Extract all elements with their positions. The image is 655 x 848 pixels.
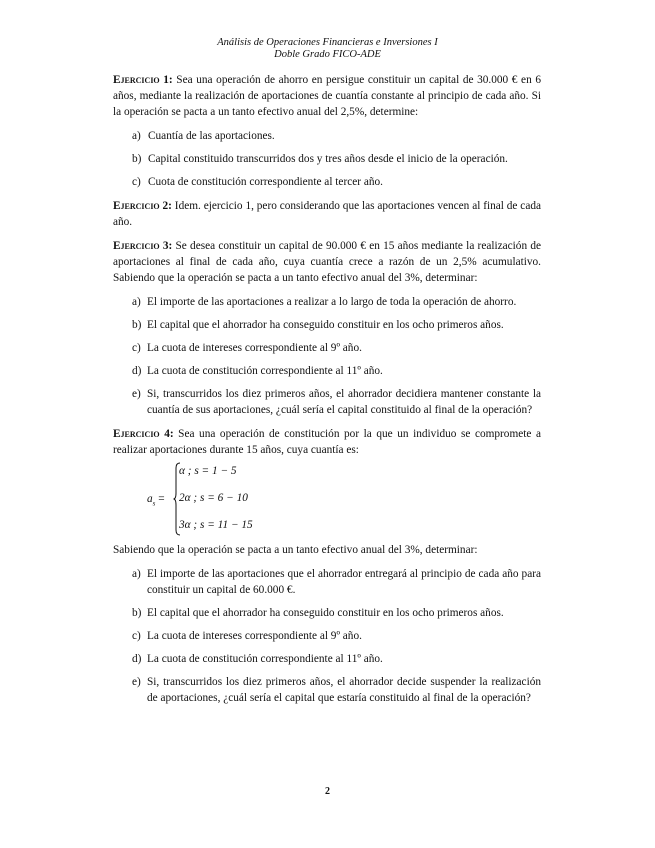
exercise-4-statement [113,426,541,458]
list-item [113,605,541,621]
item-label: e) [132,676,141,688]
exercise-1-label: Ejercicio 1: [113,74,173,86]
list-item [113,363,541,379]
exercise-2-label: Ejercicio 2: [113,200,172,212]
item-label: b) [132,607,142,619]
item-label: c) [132,342,141,354]
exercise-3-items [113,294,541,418]
item-text: Si, transcurridos los diez primeros años, el ahorrador decidiera mantener constante la cuantía de sus aportaciones, ¿cuál sería el capital constituido al final de la operación? [147,388,541,416]
item-label: e) [132,388,141,400]
exercise-4-text: Sea una operación de constitución por la que un individuo se compromete a realizar aportaciones durante 15 años, cuya cuantía es: [113,428,541,456]
list-item [113,294,541,310]
exercise-1-statement [113,72,541,120]
contribution-formula [113,462,541,536]
item-label: d) [132,653,142,665]
item-text: Capital constituido transcurridos dos y tres años desde el inicio de la operación. [148,153,508,165]
list-item [113,651,541,667]
page-number: 2 [325,786,330,797]
item-text: La cuota de constitución correspondiente al 11º año. [147,653,383,665]
item-text: El capital que el ahorrador ha conseguido constituir en los ocho primeros años. [147,607,504,619]
exercise-1-text: Sea una operación de ahorro en persigue constituir un capital de 30.000 € en 6 años, mediante la realización de aportaciones de cuantía constante al principio de cada año. Si la operación se pacta a un tanto efectivo anual del 2,5%, determine: [113,74,541,118]
formula-lhs: $a_s$ = [147,493,165,508]
page-content [113,72,541,714]
page-header [0,37,655,61]
exercise-3-statement [113,238,541,286]
formula-case-3: 3α ; s = 11 − 15 [179,519,253,531]
item-text: El capital que el ahorrador ha conseguido constituir en los ocho primeros años. [147,319,504,331]
list-item [113,628,541,644]
list-item [113,386,541,418]
exercise-4-label: Ejercicio 4: [113,428,174,440]
item-text: Cuantía de las aportaciones. [148,130,275,142]
item-label: d) [132,365,142,377]
item-label: c) [132,630,141,642]
list-item [113,340,541,356]
header-course-title: Análisis de Operaciones Financieras e Inversiones I [217,37,438,48]
item-text: La cuota de constitución correspondiente al 11º año. [147,365,383,377]
exercise-2-statement [113,198,541,230]
exercise-4-items [113,566,541,706]
list-item [113,151,541,167]
list-item [113,674,541,706]
formula-case-1: α ; s = 1 − 5 [179,465,237,477]
list-item [113,128,541,144]
header-degree: Doble Grado FICO-ADE [274,49,381,60]
item-label: b) [132,153,142,165]
item-text: Cuota de constitución correspondiente al tercer año. [148,176,383,188]
item-label: a) [132,130,141,142]
list-item [113,174,541,190]
exercise-3-text: Se desea constituir un capital de 90.000 € en 15 años mediante la realización de aportaciones al final de cada año, cuya cuantía crece a razón de un 2,5% acumulativo. Sabiendo que la operación se pacta a un tanto efectivo anual del 3%, determinar: [113,240,541,284]
exercise-3-label: Ejercicio 3: [113,240,173,252]
item-label: b) [132,319,142,331]
exercise-4-conditions: Sabiendo que la operación se pacta a un tanto efectivo anual del 3%, determinar: [113,544,478,556]
exercise-1-items [113,128,541,190]
item-label: a) [132,568,141,580]
item-text: El importe de las aportaciones a realizar a lo largo de toda la operación de ahorro. [147,296,517,308]
item-label: c) [132,176,141,188]
exercise-2-text: Idem. ejercicio 1, pero considerando que las aportaciones vencen al final de cada año. [113,200,541,228]
item-text: Si, transcurridos los diez primeros años, el ahorrador decide suspender la realización de aportaciones, ¿cuál sería el capital que estaría constituido al final de la operación? [147,676,541,704]
list-item [113,566,541,598]
list-item [113,317,541,333]
item-text: La cuota de intereses correspondiente al 9º año. [147,630,362,642]
item-text: La cuota de intereses correspondiente al 9º año. [147,342,362,354]
item-text: El importe de las aportaciones que el ahorrador entregará al principio de cada año para constituir un capital de 60.000 €. [147,568,541,596]
formula-case-2: 2α ; s = 6 − 10 [179,492,248,504]
item-label: a) [132,296,141,308]
